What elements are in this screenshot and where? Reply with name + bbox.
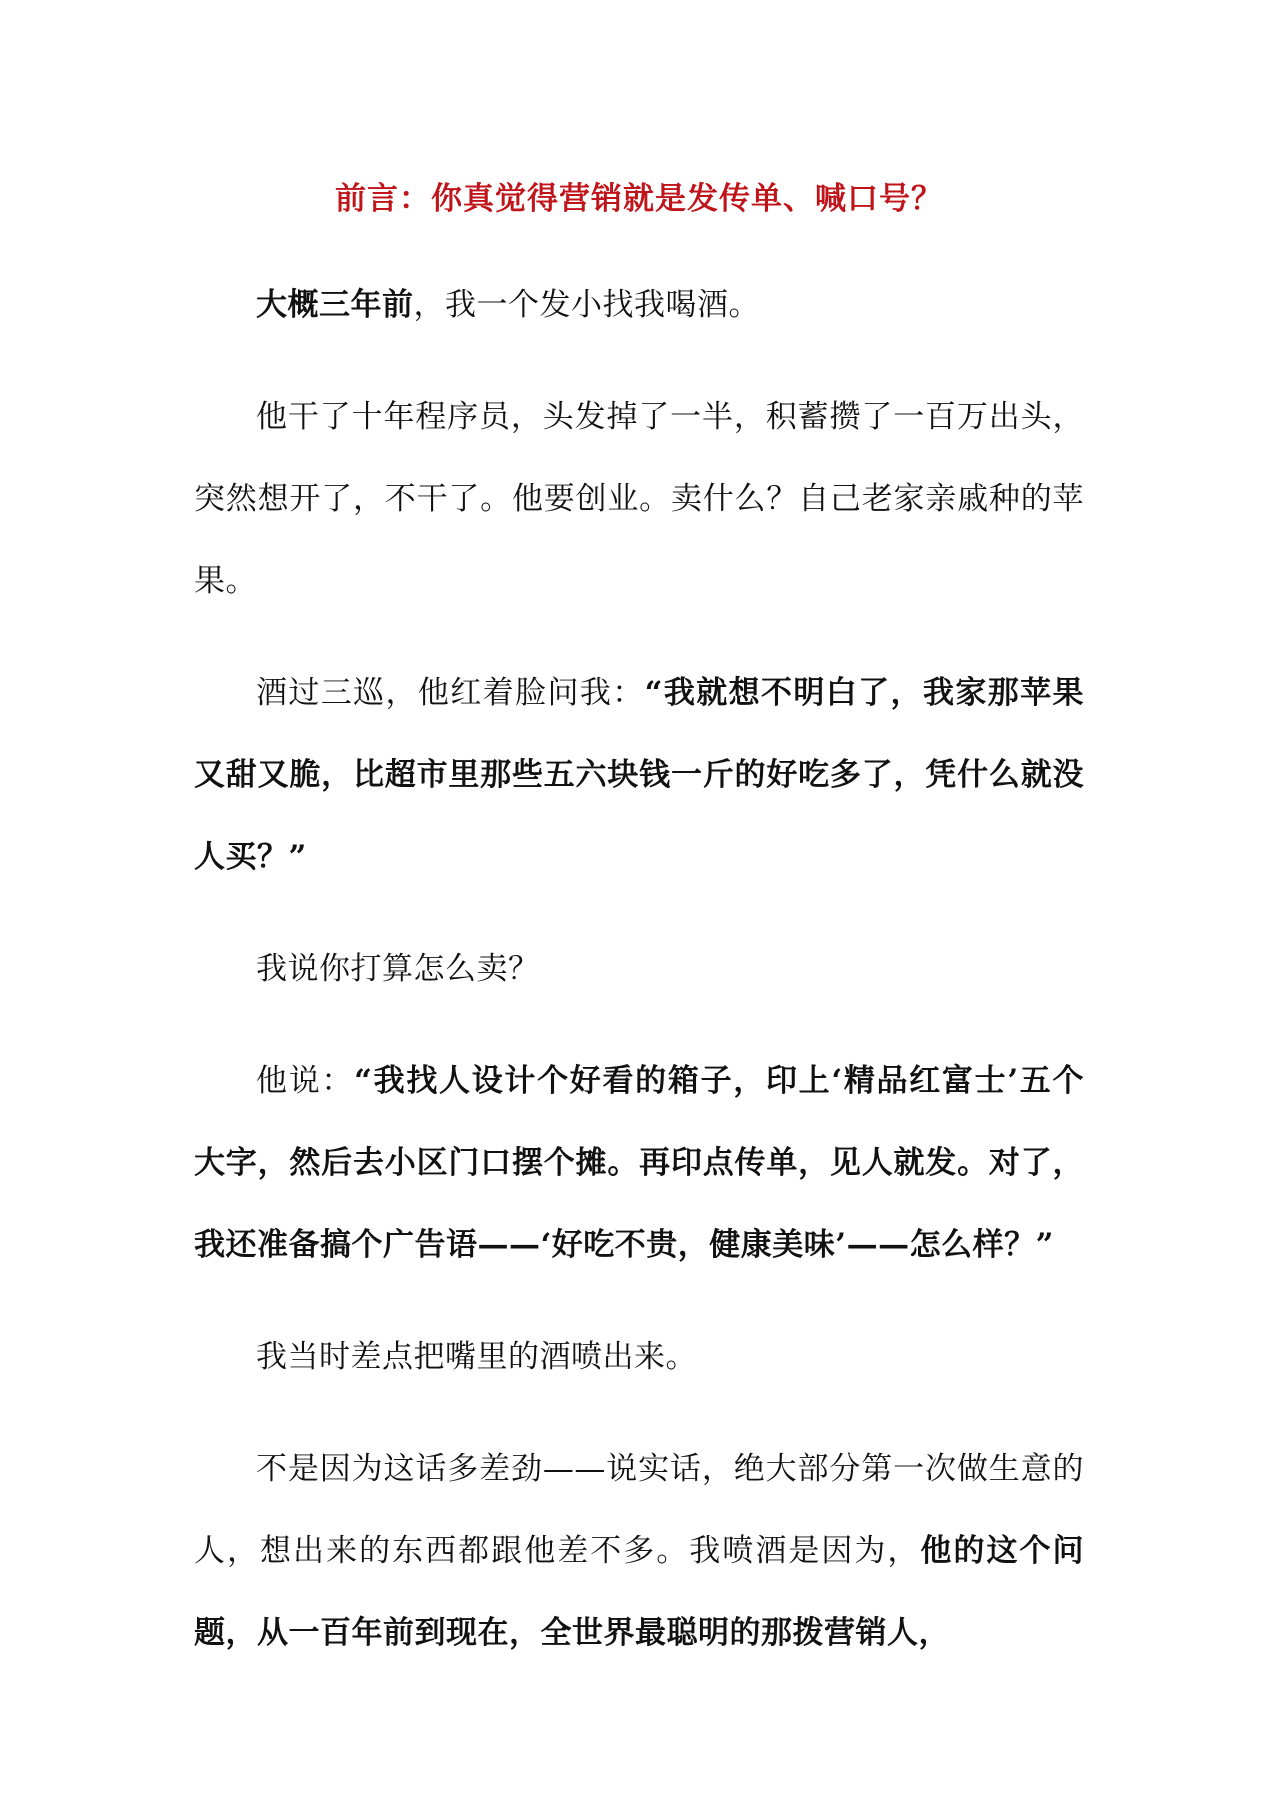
bold-text: 大概三年前	[256, 287, 414, 323]
body-text: 他干了十年程序员，头发掉了一半，积蓄攒了一百万出头，突然想开了，不干了。他要创业。卖什么？自己老家亲戚种的苹果。	[194, 399, 1084, 599]
bold-text: 他的这个问题，从一百年前到现在，全世界最聪明的那拨营销人，	[194, 1533, 1084, 1651]
paragraph-2	[194, 376, 1084, 622]
bold-quote: “我找人设计个好看的箱子，印上‘精品红富士’五个大字，然后去小区门口摆个摊。再印点传单，见人就发。对了，我还准备搞个广告语——‘好吃不贵，健康美味’——怎么样？”	[194, 1063, 1084, 1263]
body-text: 我说你打算怎么卖？	[256, 951, 540, 987]
paragraph-5	[194, 1040, 1084, 1286]
body-text: ，我一个发小找我喝酒。	[413, 287, 760, 323]
paragraph-6	[194, 1316, 1084, 1398]
body-text: 我当时差点把嘴里的酒喷出来。	[256, 1339, 697, 1375]
document-body	[194, 168, 1084, 1704]
paragraph-4	[194, 928, 1084, 1010]
page-title: 前言：你真觉得营销就是发传单、喊口号？	[335, 181, 943, 217]
body-text: 他说：	[256, 1063, 355, 1099]
bold-quote: “我就想不明白了，我家那苹果又甜又脆，比超市里那些五六块钱一斤的好吃多了，凭什么就没人买？”	[194, 675, 1084, 875]
paragraph-3	[194, 652, 1084, 898]
body-text: 酒过三巡，他红着脸问我：	[256, 675, 645, 711]
body-text: 不是因为这话多差劲——说实话，绝大部分第一次做生意的人，想出来的东西都跟他差不多。我喷酒是因为，	[194, 1451, 1084, 1569]
paragraph-1	[194, 264, 1084, 346]
paragraph-7	[194, 1428, 1084, 1674]
